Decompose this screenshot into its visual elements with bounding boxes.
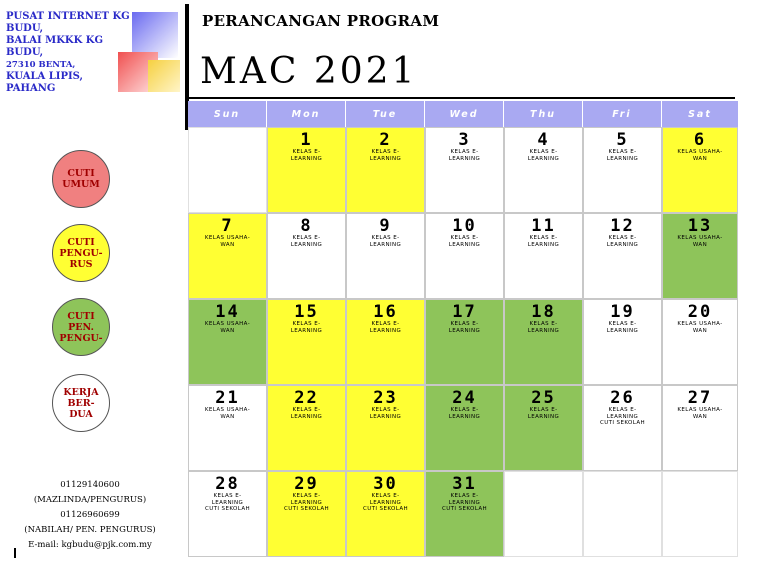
day-header-mon: Mon	[267, 101, 346, 127]
contact-name-2: (NABILAH/ PEN. PENGURUS)	[24, 525, 156, 535]
day-note: KELAS E- LEARNING	[527, 321, 560, 334]
calendar-day-cell	[346, 299, 425, 385]
day-header-fri: Fri	[583, 101, 662, 127]
day-header-sun: Sun	[188, 101, 267, 127]
calendar-day-cell	[504, 385, 583, 471]
month-title: MAC 2021	[200, 51, 418, 92]
calendar-day-cell	[425, 127, 504, 213]
calendar-day-cell	[583, 299, 662, 385]
day-note: KELAS USAHA- WAN	[677, 407, 723, 420]
day-number: 5	[616, 130, 629, 150]
day-note: KELAS E- LEARNING	[448, 407, 481, 420]
day-note: KELAS E- LEARNING	[290, 149, 323, 162]
day-note: KELAS USAHA- WAN	[204, 407, 251, 420]
contact-phone-2: 01126960699	[60, 510, 120, 520]
calendar-day-cell	[267, 127, 346, 213]
calendar-week-row	[188, 213, 738, 299]
day-number: 21	[215, 388, 240, 408]
legend-cuti-umum	[52, 150, 110, 208]
day-note: KELAS E- LEARNING	[369, 149, 402, 162]
legend-label: CUTI PENGU- RUS	[59, 236, 103, 270]
calendar-day-cell	[662, 299, 738, 385]
org-line: BUDU,	[6, 23, 44, 34]
calendar-week-row	[188, 471, 738, 557]
day-note: KELAS E- LEARNING	[448, 321, 481, 334]
day-note: KELAS E- LEARNING	[290, 407, 323, 420]
calendar-day-cell	[188, 213, 267, 299]
org-line: PUSAT INTERNET KG	[6, 11, 130, 22]
calendar-day-cell	[425, 213, 504, 299]
calendar-day-cell	[267, 471, 346, 557]
contact-info	[20, 478, 160, 553]
day-number: 2	[379, 130, 392, 150]
calendar-day-cell	[425, 299, 504, 385]
calendar-day-cell	[188, 385, 267, 471]
day-note: KELAS E- LEARNING	[527, 407, 560, 420]
legend-label: CUTI UMUM	[62, 168, 100, 190]
day-number: 27	[687, 388, 713, 408]
calendar-empty-cell	[188, 127, 267, 213]
day-note: KELAS E- LEARNING	[369, 407, 402, 420]
day-note: KELAS E- LEARNING CUTI SEKOLAH	[204, 493, 251, 512]
legend-label: KERJA BER- DUA	[63, 386, 99, 420]
page-title: PERANCANGAN PROGRAM	[202, 12, 440, 30]
day-note: KELAS USAHA- WAN	[204, 235, 251, 248]
calendar-day-cell	[267, 385, 346, 471]
day-number: 6	[693, 130, 707, 150]
calendar-week-row	[188, 385, 738, 471]
day-number: 28	[215, 474, 240, 494]
day-number: 15	[294, 302, 319, 322]
calendar-header-row	[188, 101, 738, 127]
calendar-day-cell	[188, 471, 267, 557]
calendar-day-cell	[267, 299, 346, 385]
day-number: 14	[215, 302, 240, 322]
day-number: 4	[537, 130, 550, 150]
day-number: 18	[531, 302, 556, 322]
day-note: KELAS E- LEARNING	[606, 235, 639, 248]
legend-cuti-pengurus	[52, 224, 110, 282]
day-note: KELAS E- LEARNING CUTI SEKOLAH	[599, 407, 646, 426]
day-number: 13	[687, 216, 713, 236]
day-note: KELAS E- LEARNING	[606, 149, 639, 162]
day-note: KELAS USAHA- WAN	[677, 321, 723, 334]
org-line: BALAI MKKK KG	[6, 35, 104, 46]
calendar-day-cell	[425, 385, 504, 471]
day-note: KELAS E- LEARNING	[369, 235, 402, 248]
day-number: 3	[458, 130, 471, 150]
calendar-day-cell	[346, 385, 425, 471]
text-cursor-mark	[14, 548, 16, 558]
day-number: 16	[373, 302, 398, 322]
day-note: KELAS USAHA- WAN	[204, 321, 251, 334]
day-note: KELAS E- LEARNING CUTI SEKOLAH	[362, 493, 409, 512]
day-note: KELAS E- LEARNING CUTI SEKOLAH	[441, 493, 488, 512]
day-number: 7	[221, 216, 234, 236]
contact-phone-1: 01129140600	[60, 480, 120, 490]
day-number: 17	[452, 302, 477, 322]
calendar-day-cell	[267, 213, 346, 299]
day-note: KELAS E- LEARNING	[290, 235, 323, 248]
calendar-empty-cell	[504, 471, 583, 557]
calendar-day-cell	[504, 299, 583, 385]
calendar-day-cell	[662, 385, 738, 471]
contact-email: E-mail: kgbudu@pjk.com.my	[28, 540, 152, 550]
calendar-day-cell	[346, 213, 425, 299]
calendar	[188, 101, 738, 557]
legend-label: CUTI PEN. PENGU-	[59, 310, 103, 344]
org-line: KUALA LIPIS,	[6, 71, 84, 82]
day-number: 9	[379, 216, 392, 236]
calendar-empty-cell	[662, 471, 738, 557]
day-note: KELAS E- LEARNING	[606, 321, 639, 334]
calendar-day-cell	[583, 213, 662, 299]
day-number: 31	[452, 474, 477, 494]
horizontal-divider	[185, 97, 735, 99]
day-note: KELAS USAHA- WAN	[677, 149, 723, 162]
calendar-day-cell	[583, 385, 662, 471]
calendar-week-row	[188, 299, 738, 385]
day-note: KELAS E- LEARNING	[369, 321, 402, 334]
day-note: KELAS E- LEARNING CUTI SEKOLAH	[283, 493, 330, 512]
calendar-day-cell	[425, 471, 504, 557]
calendar-day-cell	[662, 213, 738, 299]
day-note: KELAS E- LEARNING	[448, 149, 481, 162]
calendar-empty-cell	[583, 471, 662, 557]
calendar-day-cell	[504, 127, 583, 213]
day-note: KELAS USAHA- WAN	[677, 235, 723, 248]
day-number: 1	[300, 130, 313, 150]
day-number: 10	[452, 216, 477, 236]
day-number: 12	[610, 216, 635, 236]
calendar-day-cell	[188, 299, 267, 385]
day-number: 29	[294, 474, 319, 494]
day-number: 26	[610, 388, 635, 408]
day-number: 25	[531, 388, 556, 408]
day-note: KELAS E- LEARNING	[448, 235, 481, 248]
calendar-day-cell	[583, 127, 662, 213]
day-header-tue: Tue	[346, 101, 425, 127]
day-number: 11	[531, 216, 556, 236]
day-header-thu: Thu	[504, 101, 583, 127]
legend-cuti-pen-pengurus	[52, 298, 110, 356]
calendar-weeks	[188, 127, 738, 557]
day-number: 22	[294, 388, 319, 408]
calendar-day-cell	[346, 127, 425, 213]
day-number: 23	[373, 388, 398, 408]
org-line: BUDU,	[6, 47, 44, 58]
calendar-day-cell	[346, 471, 425, 557]
day-note: KELAS E- LEARNING	[290, 321, 323, 334]
calendar-day-cell	[662, 127, 738, 213]
organization-address	[6, 11, 166, 95]
day-number: 8	[300, 216, 313, 236]
calendar-day-cell	[504, 213, 583, 299]
day-number: 19	[610, 302, 635, 322]
legend-kerja-berdua	[52, 374, 110, 432]
day-number: 20	[687, 302, 713, 322]
day-note: KELAS E- LEARNING	[527, 235, 560, 248]
day-number: 30	[373, 474, 398, 494]
day-number: 24	[452, 388, 477, 408]
org-line: PAHANG	[6, 83, 56, 94]
day-header-wed: Wed	[425, 101, 504, 127]
day-header-sat: Sat	[662, 101, 738, 127]
calendar-week-row	[188, 127, 738, 213]
org-line: 27310 BENTA,	[6, 60, 76, 70]
contact-name-1: (MAZLINDA/PENGURUS)	[33, 495, 147, 505]
day-note: KELAS E- LEARNING	[527, 149, 560, 162]
